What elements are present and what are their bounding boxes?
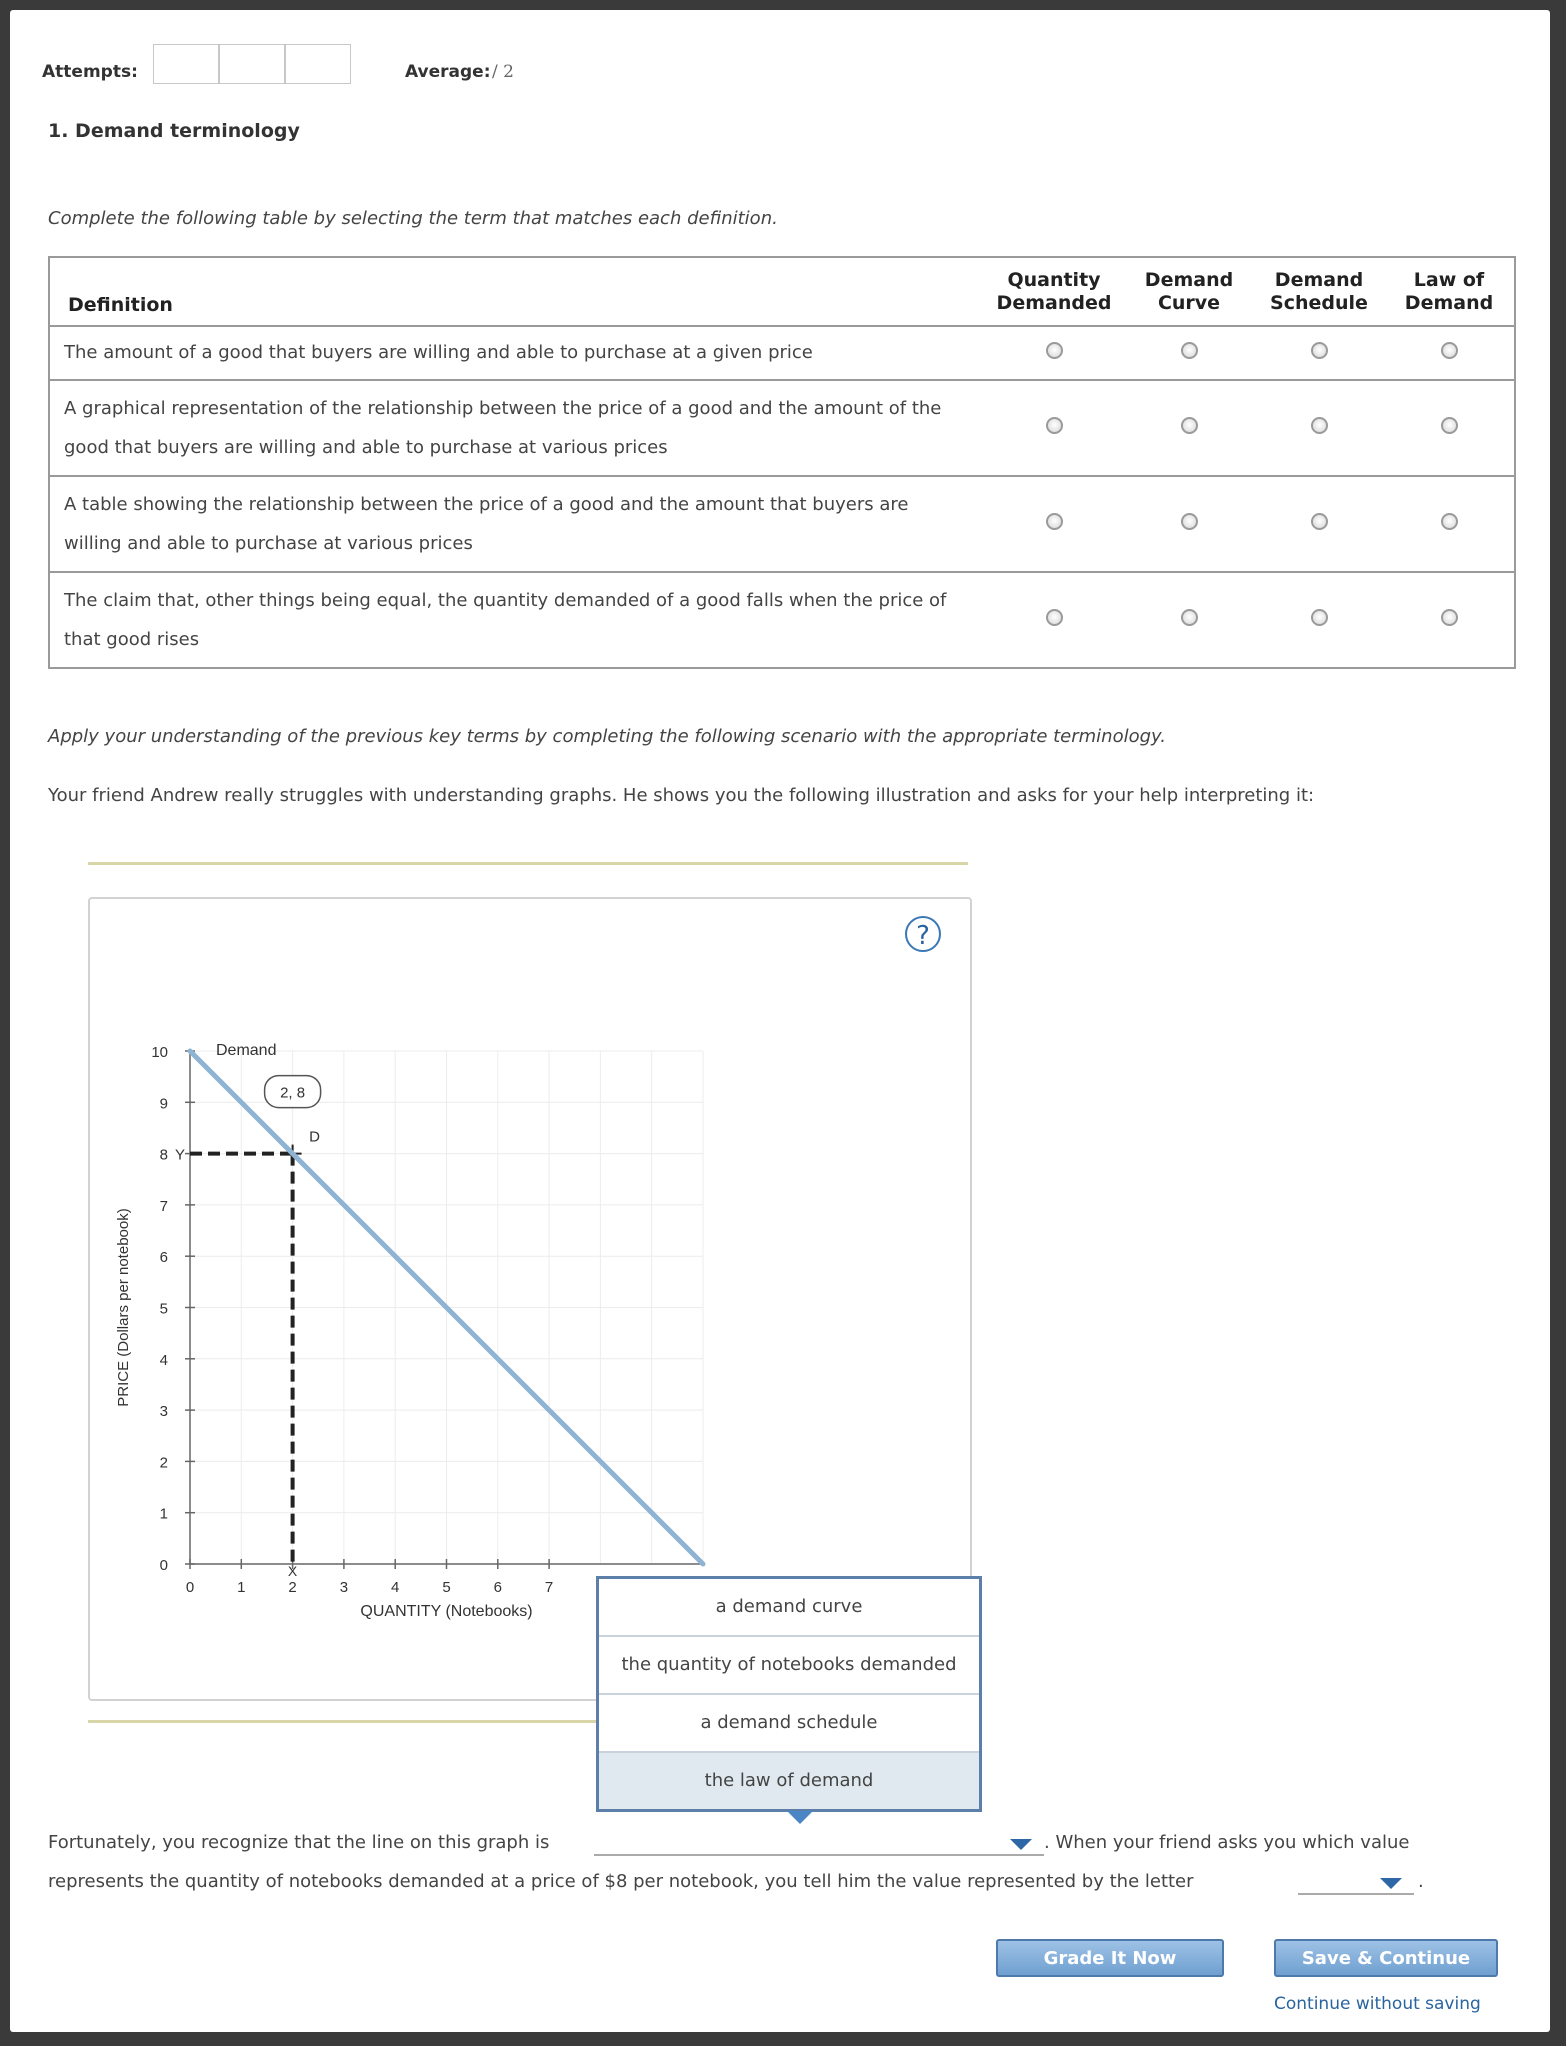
dropdown-option-demand-curve[interactable]: a demand curve [599, 1579, 979, 1637]
answer-dropdown-list [596, 1576, 982, 1812]
y-axis-title: PRICE (Dollars per notebook) [115, 1208, 132, 1407]
definition-cell: The amount of a good that buyers are willing and able to purchase at a given price [49, 326, 984, 380]
y-tick-label: 8 [159, 1146, 168, 1164]
dropdown-option-quantity-demanded[interactable]: the quantity of notebooks demanded [599, 1637, 979, 1695]
help-icon[interactable]: ? [905, 916, 941, 952]
x-tick-label: 0 [185, 1579, 195, 1596]
point-guides [190, 1145, 302, 1564]
sentence-part1: Fortunately, you recognize that the line on this graph is [48, 1832, 550, 1853]
continue-without-saving-link[interactable]: Continue without saving [1274, 1994, 1481, 2014]
grade-it-now-button[interactable]: Grade It Now [996, 1939, 1224, 1977]
apply-instruction: Apply your understanding of the previous key terms by completing the following scenario with the appropriate terminology. [48, 726, 1167, 747]
y-tick-label: 5 [159, 1300, 168, 1318]
question-title: 1. Demand terminology [48, 120, 300, 142]
line-type-select[interactable] [594, 1830, 1044, 1856]
scenario-text: Your friend Andrew really struggles with understanding graphs. He shows you the following illustration and asks for your help interpreting it: [48, 785, 1315, 806]
definition-cell: The claim that, other things being equal, the quantity demanded of a good falls when the price of that good rises [49, 572, 984, 668]
divider-bottom [88, 1720, 598, 1723]
dropdown-option-demand-schedule[interactable]: a demand schedule [599, 1695, 979, 1753]
assignment-page [10, 10, 1550, 2032]
x-axis-title: QUANTITY (Notebooks) [360, 1603, 533, 1620]
y-tick-label: 10 [151, 1044, 168, 1061]
x-tick-label: 4 [391, 1579, 400, 1596]
column-header-demand-curve: Demand Curve [1124, 257, 1254, 326]
definition-cell: A graphical representation of the relationship between the price of a good and the amount of the good that buyers are willing and able to purchase at various prices [49, 380, 984, 476]
sentence-part2: . When your friend asks you which value [1044, 1832, 1410, 1853]
series-label-demand: Demand [216, 1042, 277, 1059]
x-tick-label: 1 [237, 1579, 246, 1596]
y-tick-label: 0 [159, 1557, 168, 1574]
x-tick-label: 7 [544, 1579, 554, 1596]
sentence-part3: represents the quantity of notebooks demanded at a price of $8 per notebook, you tell him the value represented by the letter [48, 1871, 1194, 1892]
y-tick-label: 2 [159, 1454, 168, 1472]
x-tick-label: 6 [493, 1579, 502, 1596]
point-letter: D [309, 1128, 321, 1146]
column-header-law-of-demand: Law of Demand [1384, 257, 1515, 326]
definition-column-header: Definition [49, 257, 984, 326]
table-instruction: Complete the following table by selecting the term that matches each definition. [48, 208, 778, 229]
y-tick-label: 6 [159, 1249, 168, 1267]
y-tick-label: 4 [159, 1351, 168, 1369]
save-continue-button[interactable]: Save & Continue [1274, 1939, 1498, 1977]
x-tick-label: 2 [288, 1579, 297, 1596]
x-tick-label: 5 [442, 1579, 451, 1596]
dropdown-pointer-icon [787, 1811, 813, 1824]
average-value: / 2 [492, 62, 514, 82]
column-header-quantity-demanded: Quantity Demanded [984, 257, 1124, 326]
dropdown-option-law-of-demand[interactable]: the law of demand [599, 1753, 979, 1809]
chevron-down-icon[interactable] [1010, 1839, 1032, 1850]
definition-cell: A table showing the relationship between the price of a good and the amount that buyers are willing and able to purchase at various prices [49, 476, 984, 572]
sentence-part4: . [1418, 1871, 1424, 1892]
chevron-down-icon[interactable] [1380, 1878, 1402, 1889]
attempts-label: Attempts: [42, 62, 138, 82]
y-tick-label: 1 [159, 1505, 168, 1523]
point-label: 2, 8 [280, 1084, 306, 1102]
x-tick-label: 3 [339, 1579, 349, 1596]
y-tick-label: 7 [159, 1197, 168, 1215]
y-guide-letter: Y [174, 1146, 185, 1164]
y-tick-label: 3 [159, 1403, 168, 1421]
average-label: Average: [405, 62, 491, 82]
demand-graph [10, 10, 1550, 1730]
y-tick-label: 9 [159, 1095, 168, 1113]
column-header-demand-schedule: Demand Schedule [1254, 257, 1384, 326]
x-guide-letter: X [287, 1563, 298, 1579]
